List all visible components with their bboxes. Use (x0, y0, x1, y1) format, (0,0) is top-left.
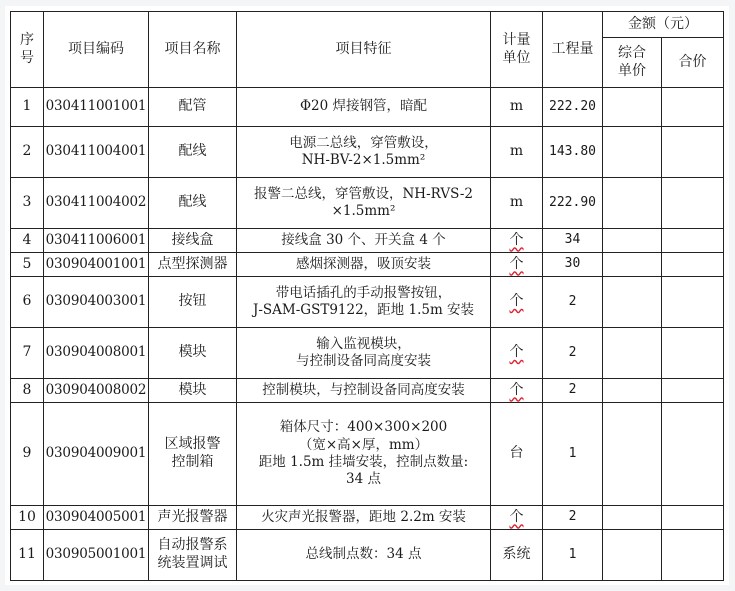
table-row (11, 178, 724, 229)
header-quantity: 工程量 (543, 12, 603, 88)
row-total (662, 379, 724, 403)
row-total (662, 229, 724, 253)
row-feature: 报警二总线，穿管敷设，NH-RVS-2 ×1.5mm² (237, 178, 491, 229)
row-feature: 接线盒 30 个、开关盒 4 个 (237, 229, 491, 253)
table-row (11, 530, 724, 581)
table-row (11, 506, 724, 530)
row-unit: 系统 (491, 530, 543, 581)
row-seq: 9 (11, 403, 44, 506)
row-feature: 总线制点数：34 点 (237, 530, 491, 581)
row-name: 声光报警器 (149, 506, 237, 530)
row-seq: 7 (11, 328, 44, 379)
row-unit-price (603, 379, 662, 403)
row-code: 030411001001 (44, 88, 149, 127)
row-total (662, 178, 724, 229)
row-unit-price (603, 530, 662, 581)
row-quantity: 222.20 (543, 88, 603, 127)
bill-of-quantities-table (10, 11, 724, 581)
row-quantity: 2 (543, 379, 603, 403)
row-seq: 8 (11, 379, 44, 403)
row-feature: Φ20 焊接钢管，暗配 (237, 88, 491, 127)
row-unit-price (603, 178, 662, 229)
row-name: 模块 (149, 379, 237, 403)
row-quantity: 222.90 (543, 178, 603, 229)
row-unit-price (603, 253, 662, 277)
table-row (11, 127, 724, 178)
row-unit: m (491, 178, 543, 229)
row-quantity: 34 (543, 229, 603, 253)
row-feature: 电源二总线，穿管敷设， NH-BV-2×1.5mm² (237, 127, 491, 178)
row-feature: 输入监视模块， 与控制设备同高度安装 (237, 328, 491, 379)
row-code: 030905001001 (44, 530, 149, 581)
row-unit: 个 (491, 379, 543, 403)
table-row (11, 328, 724, 379)
table-row (11, 379, 724, 403)
row-unit-price (603, 88, 662, 127)
row-name: 配线 (149, 127, 237, 178)
row-code: 030411004001 (44, 127, 149, 178)
header-row-1 (11, 12, 724, 38)
row-total (662, 328, 724, 379)
row-seq: 2 (11, 127, 44, 178)
row-unit-price (603, 127, 662, 178)
row-unit: 个 (491, 229, 543, 253)
row-unit: m (491, 127, 543, 178)
row-name: 区域报警 控制箱 (149, 403, 237, 506)
row-quantity: 1 (543, 530, 603, 581)
row-unit: 个 (491, 253, 543, 277)
row-unit-price (603, 328, 662, 379)
row-code: 030904008001 (44, 328, 149, 379)
row-name: 模块 (149, 328, 237, 379)
row-total (662, 506, 724, 530)
row-code: 030904008002 (44, 379, 149, 403)
table-row (11, 229, 724, 253)
row-feature: 控制模块，与控制设备同高度安装 (237, 379, 491, 403)
row-unit: 个 (491, 277, 543, 328)
row-unit: 个 (491, 328, 543, 379)
row-name: 配线 (149, 178, 237, 229)
row-name: 接线盒 (149, 229, 237, 253)
row-seq: 4 (11, 229, 44, 253)
row-total (662, 530, 724, 581)
row-code: 030411006001 (44, 229, 149, 253)
table-row (11, 253, 724, 277)
row-total (662, 277, 724, 328)
table-row (11, 88, 724, 127)
row-seq: 6 (11, 277, 44, 328)
table-body (11, 88, 724, 581)
row-code: 030904009001 (44, 403, 149, 506)
row-name: 按钮 (149, 277, 237, 328)
header-unit-price: 综合 单价 (603, 38, 662, 88)
header-total: 合价 (662, 38, 724, 88)
header-seq: 序 号 (11, 12, 44, 88)
row-seq: 10 (11, 506, 44, 530)
header-name: 项目名称 (149, 12, 237, 88)
row-seq: 5 (11, 253, 44, 277)
row-feature: 带电话插孔的手动报警按钮， J-SAM-GST9122，距地 1.5m 安装 (237, 277, 491, 328)
row-quantity: 1 (543, 403, 603, 506)
row-code: 030904005001 (44, 506, 149, 530)
row-total (662, 403, 724, 506)
row-unit-price (603, 277, 662, 328)
row-feature: 火灾声光报警器，距地 2.2m 安装 (237, 506, 491, 530)
row-unit-price (603, 403, 662, 506)
row-quantity: 30 (543, 253, 603, 277)
row-quantity: 2 (543, 328, 603, 379)
row-name: 自动报警系 统装置调试 (149, 530, 237, 581)
header-code: 项目编码 (44, 12, 149, 88)
row-unit-price (603, 506, 662, 530)
table-row (11, 277, 724, 328)
document-sheet (5, 6, 729, 585)
row-quantity: 143.80 (543, 127, 603, 178)
row-name: 点型探测器 (149, 253, 237, 277)
row-code: 030904001001 (44, 253, 149, 277)
row-code: 030904003001 (44, 277, 149, 328)
row-code: 030411004002 (44, 178, 149, 229)
row-feature: 感烟探测器，吸顶安装 (237, 253, 491, 277)
row-seq: 1 (11, 88, 44, 127)
header-unit: 计量 单位 (491, 12, 543, 88)
table-row (11, 403, 724, 506)
row-name: 配管 (149, 88, 237, 127)
row-unit: 个 (491, 506, 543, 530)
row-total (662, 253, 724, 277)
row-unit: m (491, 88, 543, 127)
row-unit: 台 (491, 403, 543, 506)
header-feature: 项目特征 (237, 12, 491, 88)
row-quantity: 2 (543, 506, 603, 530)
row-seq: 11 (11, 530, 44, 581)
row-feature: 箱体尺寸：400×300×200 （宽×高×厚，mm） 距地 1.5m 挂墙安装，控制点数量: 34 点 (237, 403, 491, 506)
row-seq: 3 (11, 178, 44, 229)
row-unit-price (603, 229, 662, 253)
row-quantity: 2 (543, 277, 603, 328)
row-total (662, 88, 724, 127)
header-amount: 金额（元） (603, 12, 724, 38)
row-total (662, 127, 724, 178)
